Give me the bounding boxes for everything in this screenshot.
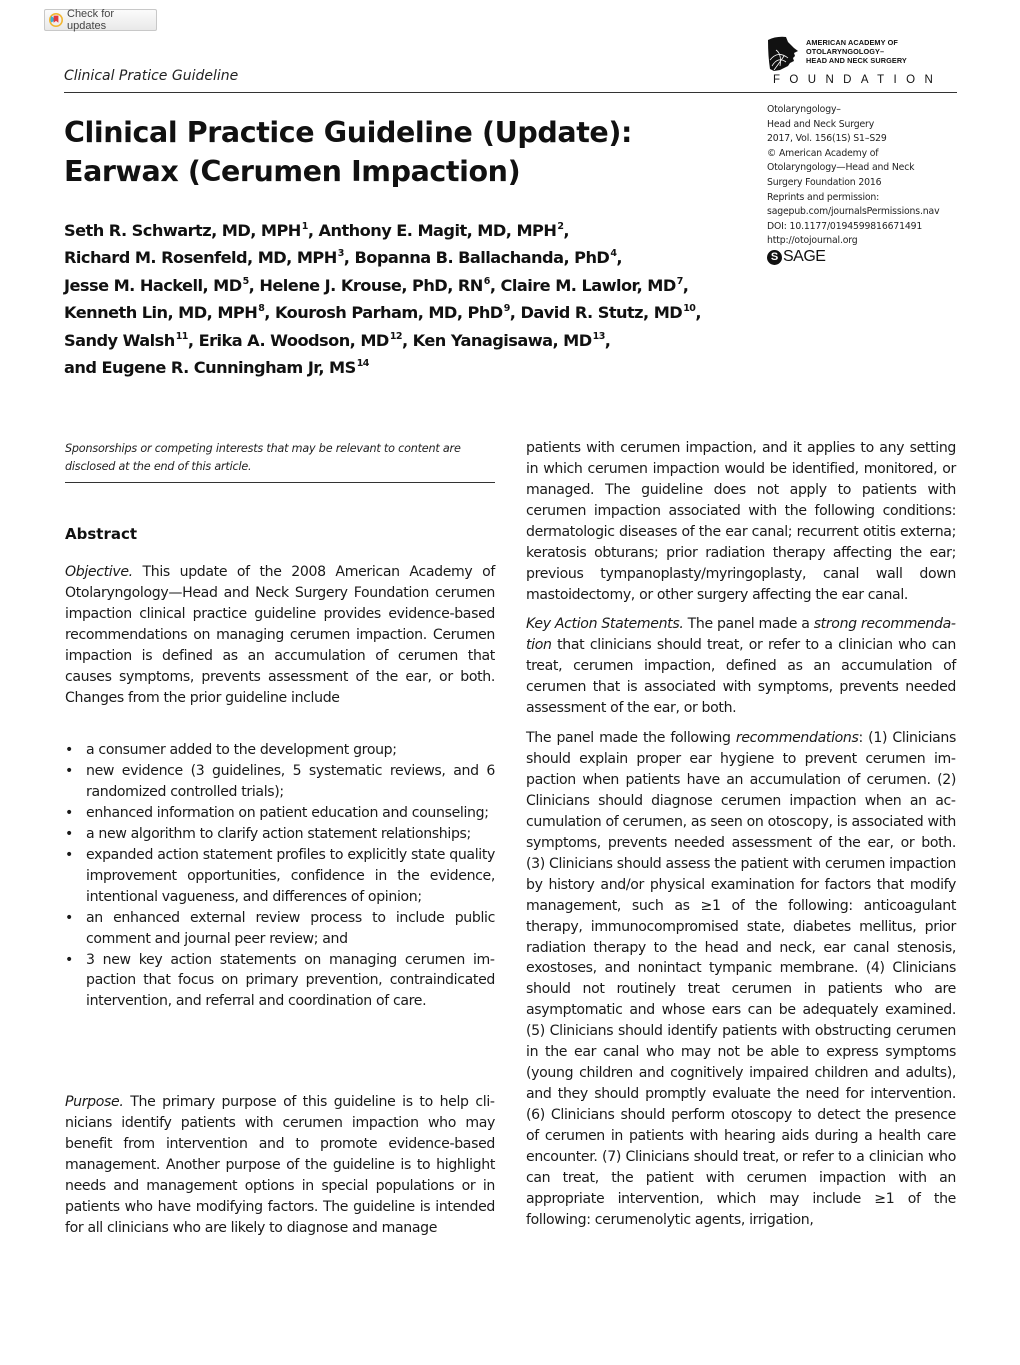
kas-label: Key Action Statements. [526, 616, 684, 632]
list-item: • a new algorithm to clarify action statement relationships; [65, 824, 495, 845]
crossmark-icon [49, 13, 63, 27]
sage-s-icon: S [767, 250, 782, 265]
bullet-icon: • [65, 909, 73, 926]
logo-line-3: HEAD AND NECK SURGERY [806, 56, 907, 65]
objective-text: This update of the 2008 American Academy of Otolaryngology—Head and Neck Surgery Foundation cerumen impaction clinical practice guideline provides evidence-based recommendations on managing cerumen impaction. Cerumen impaction is defined as an accumulation of cerumen that causes symptoms, prevents assessment of the ear, or both. Changes from the prior guideline include [65, 564, 495, 706]
author: Helene J. Krouse, PhD, $RN^6$ [259, 275, 490, 295]
author: Jesse M. Hackell, $MD^5$ [64, 275, 249, 295]
author: Bopanna B. Ballachanda, PhD$^4$ [354, 248, 617, 268]
changes-list [65, 740, 495, 1012]
scope-paragraph: patients with cerumen impaction, and it applies to any setting in which cerumen impaction would be identified, monitored, or managed. The guideline does not apply to patients with cerumen impaction associated with the following conditions: dermatologic diseases of the ear canal; recurrent otitis externa; keratosis obturans; prior radiation therapy affecting the ear; previous tympanoplasty/myringoplasty, canal wall down mastoidectomy, or other surgery affecting the ear canal. [526, 440, 956, 603]
author: Kourosh Parham, MD, PhD$^9$ [274, 303, 510, 323]
permissions-link[interactable]: sagepub.com/journalsPermissions.nav [767, 206, 940, 218]
recommendations-paragraph: The panel made the following recommendations: (1) Clinicians should explain proper ear hygiene to prevent cerumen impaction when patients have an accumulation of cerumen. (2) Clinicians should diagnose cerumen impaction when an accumulation of cerumen, as seen on otoscopy, is associated with symptoms, prevents needed assessment of the ear, or both. (3) Clinicians should assess the patient with cerumen impaction by history and/or physical examination for factors that modify management, such as ≥1 of the following: anticoagulant therapy, immunocompromised state, diabetes mellitus, prior radiation therapy to the head and neck, ear canal stenosis, exostoses, and nonintact tympanic membrane. (4) Clinicians should not routinely treat cerumen in patients who are asymptomatic and whose ears can be adequately examined. (5) Clinicians should identify patients with obstructing cerumen in the ear canal who may not be able to express symptoms (young children and cognitively impaired children and adults), and they should promptly evaluate the need for intervention. (6) Clinicians should perform otoscopy to detect the presence of cerumen in patients with hearing aids during a health care encounter. (7) Clinicians should treat, or refer to a clinician who can treat, the patient with cerumen impaction with an appropriate intervention, which may include ≥1 of the following: cerumenolytic agents, irrigation, [526, 730, 957, 1228]
bullet-icon: • [65, 762, 73, 779]
list-item: • enhanced information on patient education and counseling; [65, 803, 495, 824]
abstract-purpose [65, 1092, 495, 1239]
author: and Eugene R. Cunningham Jr, MS$^{14}$ [64, 358, 369, 378]
bullet-icon: • [65, 825, 73, 842]
list-item: • a consumer added to the development group; [65, 740, 495, 761]
author: David R. Stutz, MD$^{10}$ [520, 303, 696, 323]
publisher-logo [766, 36, 966, 86]
logo-foundation: FOUNDATION [773, 74, 943, 86]
journal-name-1: Otolaryngology– [767, 104, 841, 115]
copyright-3: Surgery Foundation 2016 [767, 176, 882, 188]
author-list: Seth R. Schwartz, MD, MPH$^1$, Anthony E. Magit, MD, MPH$^2$, Richard M. Rosenfeld, MD, MPH$^3$, Bopanna B. Ballachanda, PhD$^4$, Jesse M. Hackell, $MD^5$, Helene J. Krouse, PhD, $RN^6$, Claire M. Lawlor, $MD^7$, Kenneth Lin, MD, MPH$^8$, Kourosh Parham, MD, PhD$^9$, David R. Stutz, MD$^{10}$, Sandy Walsh$^{11}$, Erika A. Woodson, MD$^{12}$, Ken Yanagisawa, MD$^{13}$, and Eugene R. Cunningham Jr, MS$^{14}$ [64, 221, 701, 378]
author: Anthony E. Magit, MD, MPH$^2$ [318, 221, 564, 240]
list-item: • expanded action statement profiles to explicitly state quality improvement opportunities, confidence in the evidence, intentional vagueness, and differences of opinion; [65, 846, 495, 905]
doi-link[interactable]: DOI: 10.1177/0194599816671491 [767, 220, 923, 232]
check-for-updates-button[interactable] [44, 9, 157, 31]
author: Erika A. Woodson, MD$^{12}$ [198, 330, 402, 350]
sponsor-divider [65, 482, 495, 483]
author: Ken Yanagisawa, MD$^{13}$ [412, 330, 605, 350]
list-item: • new evidence (3 guidelines, 5 systematic reviews, and 6 randomized controlled trials); [65, 762, 495, 800]
purpose-label: Purpose. [65, 1094, 124, 1110]
sage-logo-text: SAGE [783, 248, 826, 266]
title-line-2: Earwax (Cerumen Impaction) [64, 155, 521, 188]
logo-line-1: AMERICAN ACADEMY OF [806, 38, 898, 47]
bullet-icon: • [65, 742, 73, 758]
abstract-objective [65, 562, 495, 709]
purpose-text: The primary purpose of this guideline is to help clinicians identify patients with cerumen impaction who may benefit from intervention and to promote evidence-based management. Another purpose of the guideline is to highlight needs and management options in special populations or in patients who have modifying factors. The guideline is intended for all clinicians who are likely to diagnose and manage [65, 1094, 495, 1236]
author: Sandy Walsh$^{11}$ [64, 330, 188, 350]
logo-line-2: OTOLARYNGOLOGY– [806, 47, 885, 56]
running-head: Clinical Pratice Guideline [64, 68, 239, 84]
article-title [64, 113, 684, 191]
sponsor-note: Sponsorships or competing interests that may be relevant to content are disclosed at the end of this article. [65, 442, 461, 473]
author: Kenneth Lin, MD, MPH$^8$ [64, 303, 265, 323]
abstract-heading: Abstract [65, 525, 138, 543]
journal-name-2: Head and Neck Surgery [767, 118, 875, 130]
title-line-1: Clinical Practice Guideline (Update): [64, 116, 632, 149]
copyright-2: Otolaryngology—Head and Neck [767, 162, 915, 174]
author: Claire M. Lawlor, $MD^7$ [500, 275, 683, 295]
bullet-icon: • [65, 846, 73, 863]
bullet-icon: • [65, 951, 73, 968]
copyright-1: © American Academy of [767, 147, 879, 159]
list-item: • 3 new key action statements on managing cerumen impaction that focus on primary prevention, contraindicated intervention, and referral and coordination of care. [65, 951, 495, 1010]
bullet-icon: • [65, 804, 73, 821]
objective-label: Objective. [65, 564, 133, 580]
head-profile-logo-icon [766, 36, 800, 72]
header-divider [64, 92, 957, 93]
journal-url-link[interactable]: http://otojournal.org [767, 235, 858, 247]
check-for-updates-label: Check for updates [67, 8, 115, 32]
author: Seth R. Schwartz, MD, MPH$^1$ [64, 221, 308, 240]
journal-volume: 2017, Vol. 156(1S) S1–S29 [767, 133, 887, 145]
reprints-label: Reprints and permission: [767, 191, 880, 203]
author: Richard M. Rosenfeld, MD, MPH$^3$ [64, 248, 344, 268]
list-item: • an enhanced external review process to include public comment and journal peer review; and [65, 909, 495, 947]
key-action-statements: Key Action Statements. The panel made a strong recommendation that clinicians should treat, or refer to a clinician who can treat, cerumen impaction, defined as an accumulation of cerumen that is associated with symptoms, prevents needed assessment of the ear, or both. [526, 616, 956, 716]
